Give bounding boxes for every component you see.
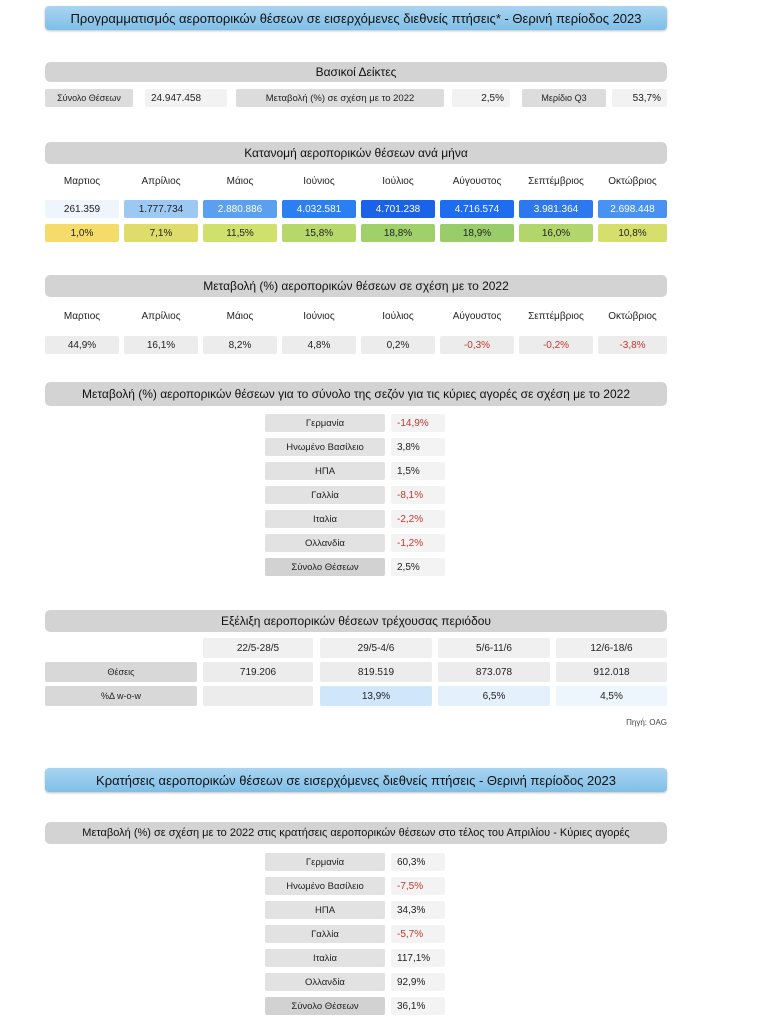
market-name: Ηνωμένο Βασίλειο [265, 877, 385, 895]
weekly-wow-label: %Δ w-o-w [45, 686, 197, 706]
month-label: Σεπτέμβριος [528, 311, 584, 322]
month-change-cell: 8,2% [203, 336, 277, 354]
month-label: Αύγουστος [452, 176, 502, 187]
month-change-cell: 16,1% [124, 336, 198, 354]
market-total-value: 36,1% [391, 997, 445, 1015]
market-name: Γαλλία [265, 925, 385, 943]
week-header-cell: 22/5-28/5 [203, 638, 313, 658]
month-change-cell: -0,3% [440, 336, 514, 354]
monthly-change-title: Μεταβολή (%) αεροπορικών θέσεων σε σχέση με το 2022 [203, 279, 509, 293]
month-label: Μαρτιος [63, 176, 101, 187]
monthly-change-months-row [45, 311, 667, 325]
monthly-change-header [45, 275, 667, 297]
month-change-cell: 0,2% [361, 336, 435, 354]
month-label: Αύγουστος [452, 311, 502, 322]
month-share-cell: 10,8% [598, 224, 667, 242]
weekly-title: Εξέλιξη αεροπορικών θέσεων τρέχουσας περιόδου [220, 614, 491, 628]
market-total-value: 2,5% [391, 558, 445, 576]
distribution-header [45, 142, 667, 164]
market-name: Ιταλία [265, 949, 385, 967]
month-label: Ιούνιος [303, 176, 335, 187]
source-note: Πηγή: OAG [626, 718, 667, 727]
market-value: 34,3% [391, 901, 445, 919]
market-value: -14,9% [391, 414, 445, 432]
month-label: Οκτώβριος [608, 311, 657, 322]
market-value: 92,9% [391, 973, 445, 991]
bookings-title-banner [45, 768, 667, 792]
week-wow-cell: 13,9% [320, 686, 432, 706]
markets-season-title: Μεταβολή (%) αεροπορικών θέσεων για το σύνολο της σεζόν για τις κύριες αγορές σε σχέση με το 2022 [82, 387, 630, 401]
month-seats-cell: 4.716.574 [440, 200, 514, 218]
bookings-table [265, 853, 447, 1019]
market-name: Γαλλία [265, 486, 385, 504]
month-share-cell: 18,9% [440, 224, 514, 242]
distribution-seats-row [45, 200, 667, 220]
market-name: Γερμανία [265, 853, 385, 871]
market-value: -7,5% [391, 877, 445, 895]
month-label: Ιούλιος [382, 176, 414, 187]
distribution-shares-row [45, 224, 667, 244]
distribution-months-row [45, 176, 667, 190]
market-total-name: Σύνολο Θέσεων [265, 558, 385, 576]
month-label: Ιούλιος [382, 311, 414, 322]
month-share-cell: 7,1% [124, 224, 198, 242]
month-change-cell: 4,8% [282, 336, 356, 354]
weekly-seats-label: Θέσεις [45, 662, 197, 682]
month-share-cell: 1,0% [45, 224, 119, 242]
market-name: Ιταλία [265, 510, 385, 528]
week-seats-cell: 873.078 [438, 662, 550, 682]
week-header-cell: 5/6-11/6 [438, 638, 550, 658]
week-wow-cell: 6,5% [438, 686, 550, 706]
month-seats-cell: 3.981.364 [519, 200, 593, 218]
market-name: Ολλανδία [265, 534, 385, 552]
month-change-cell: -3,8% [598, 336, 667, 354]
market-name: Γερμανία [265, 414, 385, 432]
market-total-name: Σύνολο Θέσεων [265, 997, 385, 1015]
month-seats-cell: 1.777.734 [124, 200, 198, 218]
distribution-title: Κατανομή αεροπορικών θέσεων ανά μήνα [244, 146, 468, 160]
month-seats-cell: 4.032.581 [282, 200, 356, 218]
week-wow-cell [203, 686, 313, 706]
seats-title-banner [45, 6, 667, 30]
markets-season-header [45, 382, 667, 406]
market-value: -2,2% [391, 510, 445, 528]
market-value: 117,1% [391, 949, 445, 967]
market-name: Ηνωμένο Βασίλειο [265, 438, 385, 456]
market-value: 1,5% [391, 462, 445, 480]
month-label: Μαρτιος [63, 311, 101, 322]
month-share-cell: 15,8% [282, 224, 356, 242]
share-label: Μερίδιο Q3 [522, 89, 606, 107]
monthly-change-values-row [45, 336, 667, 356]
week-seats-cell: 819.519 [320, 662, 432, 682]
week-seats-cell: 912.018 [556, 662, 667, 682]
week-header-cell: 12/6-18/6 [556, 638, 667, 658]
change-value: 2,5% [452, 89, 510, 107]
key-indicators-header [45, 62, 667, 82]
market-value: -1,2% [391, 534, 445, 552]
change-label: Μεταβολή (%) σε σχέση με το 2022 [236, 89, 444, 107]
bookings-header-title: Μεταβολή (%) σε σχέση με το 2022 στις κρατήσεις αεροπορικών θέσεων στο τέλος του Απριλίου - Κύριες αγορές [82, 827, 630, 839]
month-label: Μάιος [226, 311, 254, 322]
bookings-header [45, 822, 667, 844]
month-seats-cell: 261.359 [45, 200, 119, 218]
month-share-cell: 11,5% [203, 224, 277, 242]
month-label: Μάιος [226, 176, 254, 187]
month-seats-cell: 4.701.238 [361, 200, 435, 218]
total-seats-value: 24.947.458 [145, 89, 227, 107]
bookings-title: Κρατήσεις αεροπορικών θέσεων σε εισερχόμενες διεθνείς πτήσεις - Θερινή περίοδος 2023 [96, 772, 616, 788]
week-seats-cell: 719.206 [203, 662, 313, 682]
month-label: Ιούνιος [303, 311, 335, 322]
month-label: Οκτώβριος [608, 176, 657, 187]
total-seats-label: Σύνολο Θέσεων [45, 89, 133, 107]
weekly-table [45, 638, 667, 708]
month-share-cell: 16,0% [519, 224, 593, 242]
month-label: Απρίλιος [141, 176, 181, 187]
weekly-header [45, 610, 667, 632]
market-value: 3,8% [391, 438, 445, 456]
market-value: -5,7% [391, 925, 445, 943]
week-wow-cell: 4,5% [556, 686, 667, 706]
market-value: 60,3% [391, 853, 445, 871]
key-indicators-title: Βασικοί Δείκτες [315, 65, 397, 79]
month-seats-cell: 2.698.448 [598, 200, 667, 218]
month-change-cell: -0,2% [519, 336, 593, 354]
market-value: -8,1% [391, 486, 445, 504]
month-seats-cell: 2.880.886 [203, 200, 277, 218]
share-value: 53,7% [612, 89, 667, 107]
month-share-cell: 18,8% [361, 224, 435, 242]
month-label: Απρίλιος [141, 311, 181, 322]
market-name: Ολλανδία [265, 973, 385, 991]
month-change-cell: 44,9% [45, 336, 119, 354]
market-name: ΗΠΑ [265, 901, 385, 919]
seats-title: Προγραμματισμός αεροπορικών θέσεων σε εισερχόμενες διεθνείς πτήσεις* - Θερινή περίοδος 2023 [70, 10, 642, 26]
week-header-cell: 29/5-4/6 [320, 638, 432, 658]
markets-season-table [265, 414, 447, 580]
month-label: Σεπτέμβριος [528, 176, 584, 187]
market-name: ΗΠΑ [265, 462, 385, 480]
